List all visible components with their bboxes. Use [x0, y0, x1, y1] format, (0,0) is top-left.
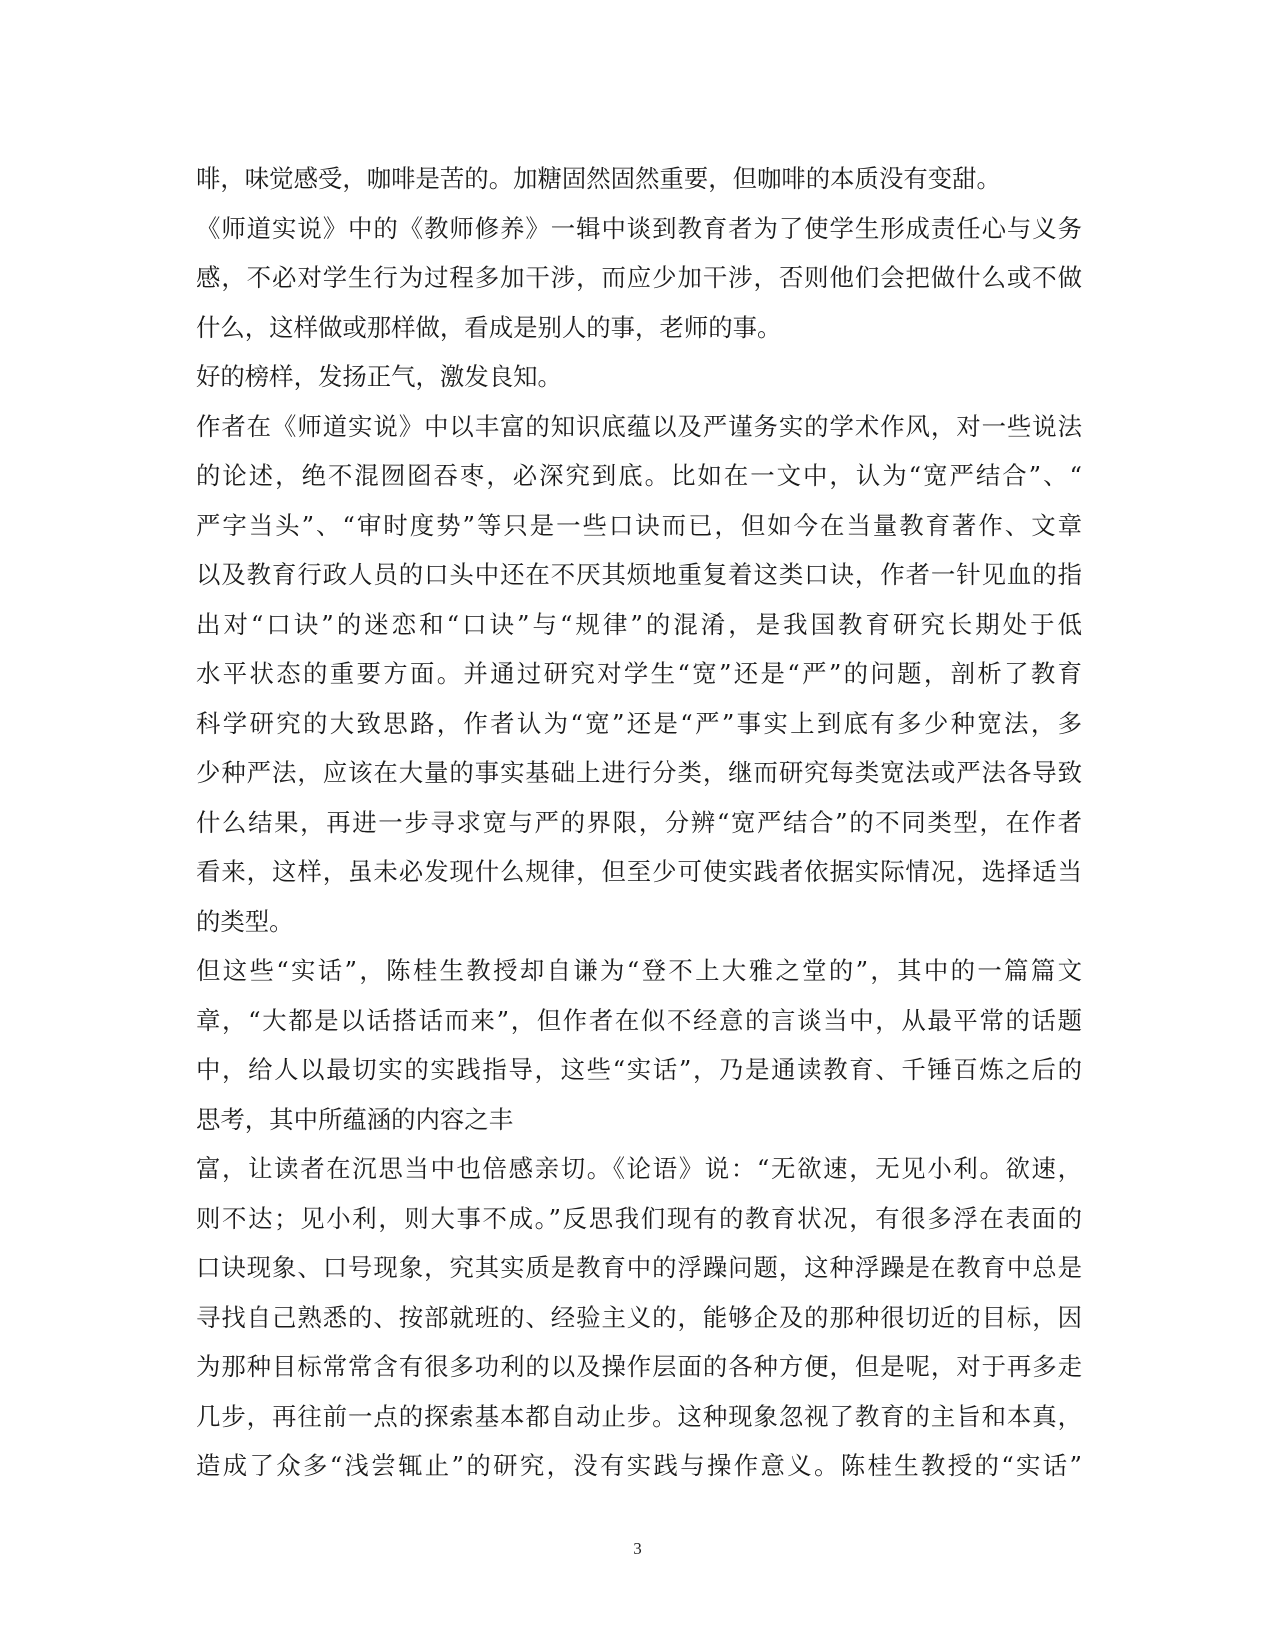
text-line: 则不达；见小利，则大事不成。”反思我们现有的教育状况，有很多浮在表面的 — [196, 1203, 1082, 1233]
text-line: 看来，这样，虽未必发现什么规律，但至少可使实践者依据实际情况，选择适当 — [196, 857, 1082, 886]
text-line: 思考，其中所蕴涵的内容之丰 — [196, 1104, 514, 1134]
text-line: 以及教育行政人员的口头中还在不厌其烦地重复着这类口诀，作者一针见血的指 — [196, 560, 1082, 589]
text-line: 感，不必对学生行为过程多加干涉，而应少加干涉，否则他们会把做什么或不做 — [196, 263, 1082, 292]
text-line: 口诀现象、口号现象，究其实质是教育中的浮躁问题，这种浮躁是在教育中总是 — [196, 1253, 1082, 1282]
text-line: 《师道实说》中的《教师修养》一辑中谈到教育者为了使学生形成责任心与义务 — [196, 213, 1082, 243]
text-line: 什么结果，再进一步寻求宽与严的界限，分辨“宽严结合”的不同类型，在作者 — [196, 807, 1082, 837]
text-line: 什么，这样做或那样做，看成是别人的事，老师的事。 — [196, 312, 782, 342]
body-text — [196, 154, 1082, 1491]
text-line: 但这些“实话”，陈桂生教授却自谦为“登不上大雅之堂的”，其中的一篇篇文 — [196, 956, 1082, 985]
text-line: 富，让读者在沉思当中也倍感亲切。《论语》说：“无欲速，无见小利。欲速， — [196, 1154, 1082, 1183]
text-line: 少种严法，应该在大量的事实基础上进行分类，继而研究每类宽法或严法各导致 — [196, 758, 1082, 787]
text-line: 好的榜样，发扬正气，激发良知。 — [196, 362, 562, 391]
text-line: 造成了众多“浅尝辄止”的研究，没有实践与操作意义。陈桂生教授的“实话” — [196, 1451, 1082, 1480]
text-line: 啡，味觉感受，咖啡是苦的。加糖固然固然重要，但咖啡的本质没有变甜。 — [196, 164, 1001, 193]
text-line: 严字当头”、“审时度势”等只是一些口诀而已，但如今在当量教育著作、文章 — [196, 510, 1082, 540]
text-line: 的类型。 — [196, 906, 294, 936]
text-line: 作者在《师道实说》中以丰富的知识底蕴以及严谨务实的学术作风，对一些说法 — [196, 411, 1082, 441]
text-line: 水平状态的重要方面。并通过研究对学生“宽”还是“严”的问题，剖析了教育 — [196, 659, 1082, 688]
text-line: 章，“大都是以话搭话而来”，但作者在似不经意的言谈当中，从最平常的话题 — [196, 1005, 1082, 1035]
text-line: 为那种目标常常含有很多功利的以及操作层面的各种方便，但是呢，对于再多走 — [196, 1352, 1082, 1381]
text-line: 寻找自己熟悉的、按部就班的、经验主义的，能够企及的那种很切近的目标，因 — [196, 1302, 1082, 1332]
text-line: 中，给人以最切实的实践指导，这些“实话”，乃是通读教育、千锤百炼之后的 — [196, 1055, 1082, 1084]
page-number: 3 — [633, 1539, 642, 1558]
text-line: 出对“口诀”的迷恋和“口诀”与“规律”的混淆，是我国教育研究长期处于低 — [196, 609, 1082, 639]
text-line: 的论述，绝不混囫囵吞枣，必深究到底。比如在一文中，认为“宽严结合”、“ — [196, 461, 1082, 490]
text-line: 科学研究的大致思路，作者认为“宽”还是“严”事实上到底有多少种宽法，多 — [196, 708, 1082, 738]
text-line: 几步，再往前一点的探索基本都自动止步。这种现象忽视了教育的主旨和本真， — [196, 1401, 1082, 1431]
